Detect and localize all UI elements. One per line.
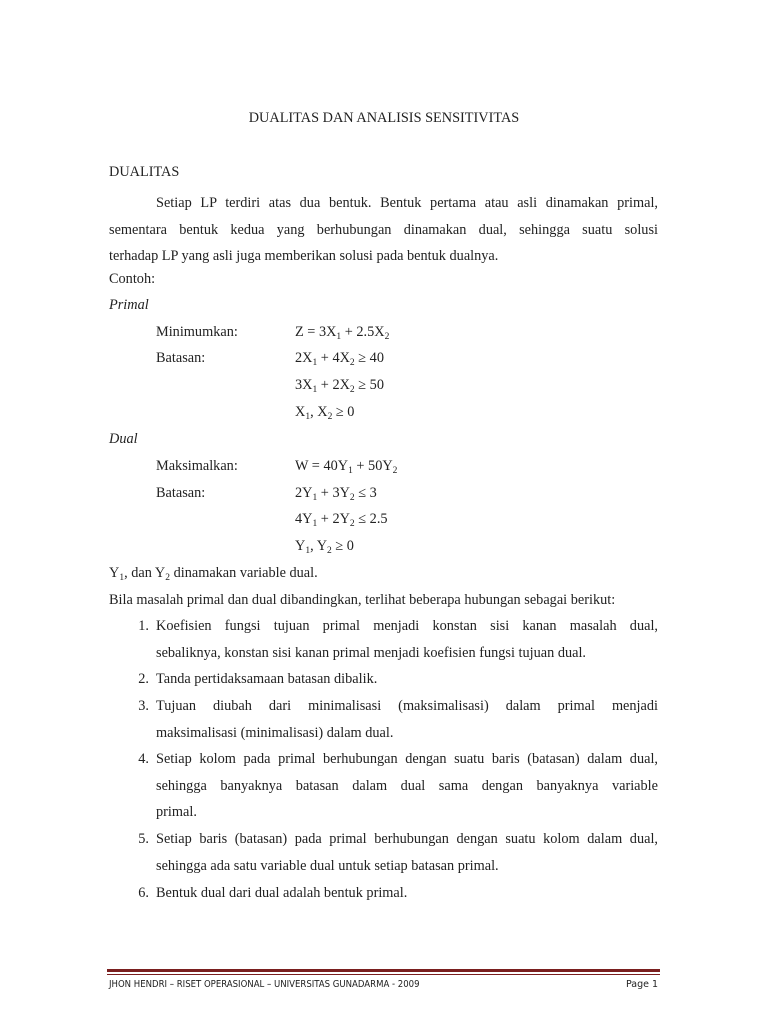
list-item-text	[156, 666, 658, 693]
list-line: Bentuk dual dari dual adalah bentuk primal.	[156, 885, 408, 901]
example-label: Contoh:	[109, 271, 156, 287]
primal-objective-label: Minimumkan:	[156, 324, 238, 340]
footer-rule-thin	[107, 974, 660, 975]
footer-page-number: Page 1	[626, 979, 659, 990]
footer-rule-thick	[107, 969, 660, 972]
dual-variable-note: $Y_1$, dan $Y_2$ dinamakan variable dual.	[109, 565, 318, 583]
list-number: 2.	[138, 671, 149, 687]
list-line: Koefisien fungsi tujuan primal menjadi konstan sisi kanan masalah dual,	[156, 618, 658, 634]
list-line: primal.	[156, 804, 197, 821]
list-item-text	[156, 826, 658, 879]
page-title: DUALITAS DAN ANALISIS SENSITIVITAS	[248, 110, 520, 126]
list-item-text	[156, 880, 658, 907]
primal-constraint-1: $2X_1 + 4X_2 \ge 40$	[295, 350, 384, 368]
intro-line: Setiap LP terdiri atas dua bentuk. Bentuk pertama atau asli dinamakan primal,	[156, 195, 658, 211]
dual-objective-equation: $W = 40Y_1 + 50Y_2$	[295, 458, 398, 476]
list-item-text	[156, 746, 658, 826]
list-number: 6.	[138, 885, 149, 901]
section-heading: DUALITAS	[109, 164, 180, 180]
intro-line: sementara bentuk kedua yang berhubungan dinamakan dual, sehingga suatu solusi	[109, 221, 658, 238]
primal-constraints-label: Batasan:	[156, 350, 206, 366]
list-item-text	[156, 613, 658, 666]
list-line: sebaliknya, konstan sisi kanan primal menjadi koefisien fungsi tujuan dual.	[156, 644, 587, 661]
list-line: sehingga banyaknya batasan dalam dual sama dengan banyaknya variable	[156, 777, 658, 794]
primal-nonnegativity: $X_1$, $X_2 \ge 0$	[295, 404, 355, 422]
footer-author: JHON HENDRI – RISET OPERASIONAL – UNIVERSITAS GUNADARMA - 2009	[109, 979, 420, 990]
primal-objective-equation: $Z = 3X_1 + 2.5X_2$	[295, 324, 390, 342]
primal-constraint-2: $3X_1 + 2X_2 \ge 50$	[295, 377, 384, 395]
list-line: Tanda pertidaksamaan batasan dibalik.	[156, 671, 378, 687]
comparison-intro: Bila masalah primal dan dual dibandingkan, terlihat beberapa hubungan sebagai berikut:	[109, 592, 616, 608]
dual-objective-label: Maksimalkan:	[156, 458, 238, 474]
list-line: Setiap kolom pada primal berhubungan dengan suatu baris (batasan) dalam dual,	[156, 751, 658, 767]
list-line: sehingga ada satu variable dual untuk setiap batasan primal.	[156, 857, 499, 874]
list-number: 1.	[138, 618, 149, 634]
dual-label: Dual	[109, 431, 138, 447]
intro-line: terhadap LP yang asli juga memberikan solusi pada bentuk dualnya.	[109, 248, 499, 264]
dual-note-suffix: dinamakan variable dual.	[173, 565, 318, 581]
dual-constraints-label: Batasan:	[156, 485, 206, 501]
list-line: maksimalisasi (minimalisasi) dalam dual.	[156, 724, 394, 741]
dual-nonnegativity: $Y_1$, $Y_2 \ge 0$	[295, 538, 354, 556]
list-number: 5.	[138, 831, 149, 847]
dual-constraint-2: $4Y_1 + 2Y_2 \le 2.5$	[295, 511, 388, 529]
dual-constraint-1: $2Y_1 + 3Y_2 \le 3$	[295, 485, 377, 503]
list-line: Setiap baris (batasan) pada primal berhubungan dengan suatu kolom dalam dual,	[156, 831, 658, 847]
list-item-text	[156, 693, 658, 746]
intro-paragraph	[109, 190, 658, 270]
list-number: 4.	[138, 751, 149, 767]
list-line: Tujuan diubah dari minimalisasi (maksimalisasi) dalam primal menjadi	[156, 698, 658, 714]
primal-label: Primal	[109, 297, 149, 313]
list-number: 3.	[138, 698, 149, 714]
